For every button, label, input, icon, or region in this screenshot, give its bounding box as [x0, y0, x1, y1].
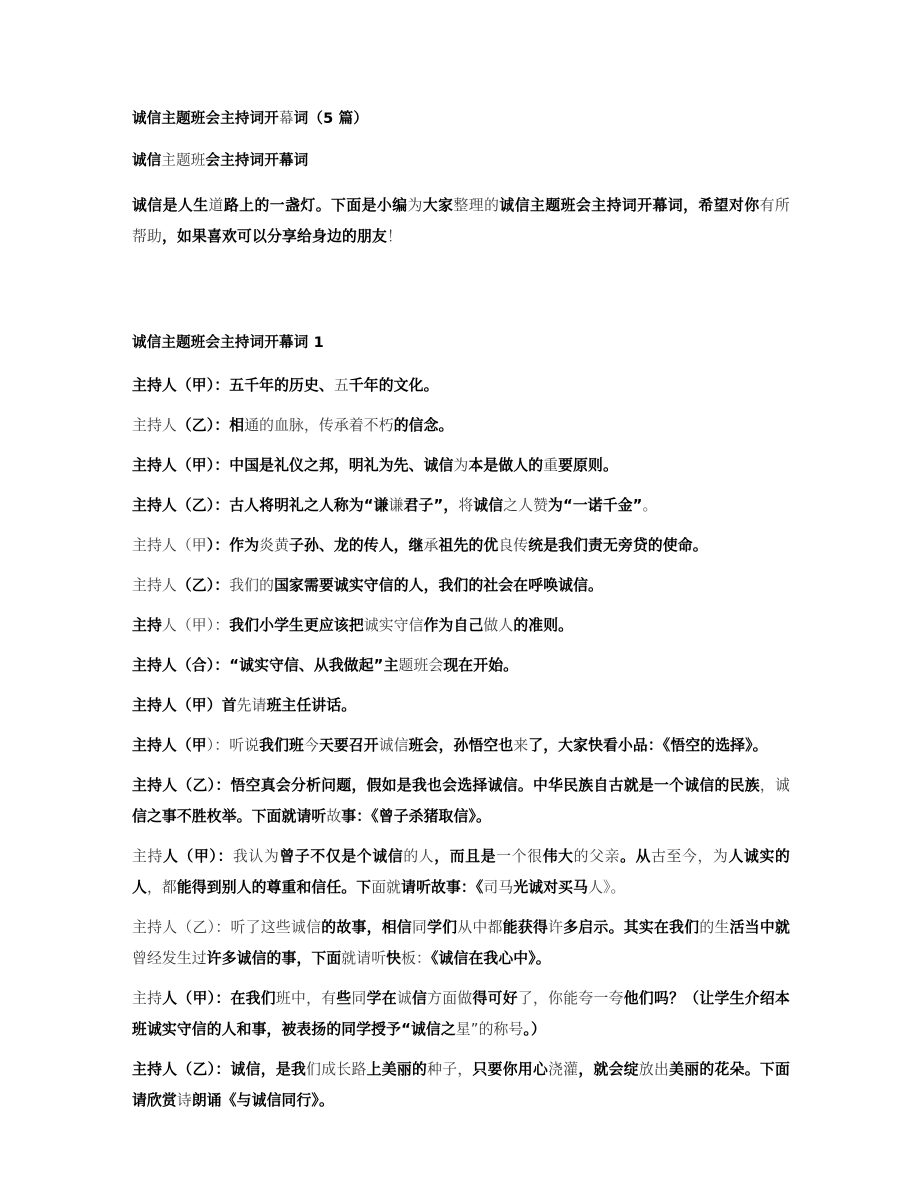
dialogue-paragraph: 主持人（乙）：听了这些诚信的故事，相信同学们从中都能获得许多启示。其实在我们的生活当中就曾经发生过许多诚信的事，下面就请听快板：《诚信在我心中》。 — [132, 919, 790, 967]
dialogue-paragraph: 主持人（甲）：我认为曾子不仅是个诚信的人，而且是一个很伟大的父亲。从古至今，为人诚实的人，都能得到别人的尊重和信任。下面就请听故事：《司马光诚对买马人》。 — [132, 848, 790, 896]
dialogue-paragraph: 主持人（合）：“诚实守信、从我做起”主题班会现在开始。 — [132, 657, 519, 674]
document-intro: 诚信是人生道路上的一盏灯。下面是小编为大家整理的诚信主题班会主持词开幕词，希望对你有所帮助，如果喜欢可以分享给身边的朋友！ — [132, 197, 790, 245]
dialogue-paragraph: 主持人（甲）：五千年的历史、五千年的文化。 — [132, 377, 439, 394]
document-subtitle: 诚信主题班会主持词开幕词 — [132, 153, 309, 169]
dialogue-paragraph: 主持人（甲）首先请班主任讲话。 — [132, 697, 357, 714]
section-spacer — [132, 274, 790, 328]
dialogue-paragraph: 主持人（甲）：我们小学生更应该把诚实守信作为自己做人的准则。 — [132, 617, 574, 634]
dialogue-paragraph: 主持人（乙）：悟空真会分析问题，假如是我也会选择诚信。中华民族自古就是一个诚信的民族，诚信之事不胜枚举。下面就请听故事：《曾子杀猪取信》。 — [132, 777, 790, 825]
document-title: 诚信主题班会主持词开幕词（5 篇） — [132, 111, 369, 127]
dialogue-paragraph: 主持人（乙）：古人将明礼之人称为“谦谦君子”，将诚信之人赞为“一诺千金”。 — [132, 497, 658, 514]
section-heading: 诚信主题班会主持词开幕词 1 — [132, 335, 324, 351]
dialogue-paragraph: 主持人（甲）：听说我们班今天要召开诚信班会，孙悟空也来了，大家快看小品：《悟空的选择》。 — [132, 737, 768, 754]
dialogue-paragraph: 主持人（甲）：在我们班中，有些同学在诚信方面做得可好了，你能夸一夸他们吗？（让学生介绍本班诚实守信的人和事，被表扬的同学授予“诚信之星”的称号。） — [132, 990, 790, 1038]
dialogue-paragraph: 主持人（乙）：诚信，是我们成长路上美丽的种子，只要你用心浇灌，就会绽放出美丽的花朵。下面请欣赏诗朗诵《与诚信同行》。 — [132, 1061, 790, 1109]
dialogue-paragraph: 主持人（乙）：相通的血脉，传承着不朽的信念。 — [132, 417, 454, 434]
dialogue-paragraph: 主持人（甲）：中国是礼仪之邦，明礼为先、诚信为本是做人的重要原则。 — [132, 457, 618, 474]
dialogue-paragraph: 主持人（甲）：作为炎黄子孙、龙的传人，继承祖先的优良传统是我们责无旁贷的使命。 — [132, 537, 708, 554]
dialogue-paragraph: 主持人（乙）：我们的国家需要诚实守信的人，我们的社会在呼唤诚信。 — [132, 577, 603, 594]
dialogue-list — [132, 370, 790, 1116]
document-content — [132, 104, 790, 1125]
